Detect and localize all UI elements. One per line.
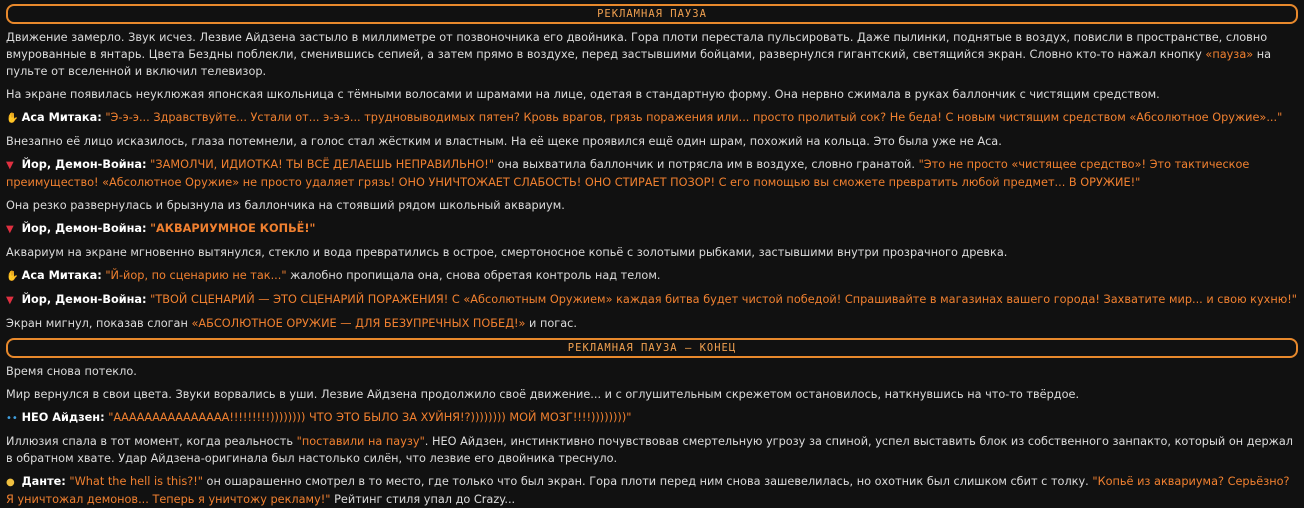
dialogue-line: [6, 409, 1298, 427]
ad-break-end-banner: РЕКЛАМНАЯ ПАУЗА — КОНЕЦ: [6, 338, 1298, 358]
dialogue-quote: "Копьё из аквариума? Серьёзно? Я уничтожал демонов... Теперь я уничтожу рекламу!": [6, 475, 1290, 506]
sunglasses-emoji-icon: ●: [6, 477, 15, 488]
eyes-emoji-icon: ••: [6, 413, 18, 424]
asa-emoji-icon: ✋: [6, 271, 19, 282]
speaker-name: Йор, Демон-Война:: [21, 293, 147, 306]
speaker-name: Аса Митака:: [21, 269, 102, 282]
dialogue-quote: "ААААААААААААААА!!!!!!!!!)))))))) ЧТО ЭТО БЫЛО ЗА ХУЙНЯ!?)))))))) МОЙ МОЗГ!!!!))))))))": [108, 411, 632, 424]
heel-emoji-icon: ▼: [6, 295, 14, 306]
dialogue-quote: "Это не просто «чистящее средство»! Это тактическое преимущество! «Абсолютное Оружие» не просто удаляет грязь! ОНО УНИЧТОЖАЕТ СЛАБОСТЬ! ОНО СТИРАЕТ ПОЗОР! С его помощью вы сможете превратить любой предмет... В ОРУЖИЕ!": [6, 158, 1250, 189]
dialogue-line: ▼ Йор, Демон-Война: "ЗАМОЛЧИ, ИДИОТКА! ТЫ ВСЁ ДЕЛАЕШЬ НЕПРАВИЛЬНО!" она выхватила баллончик и потрясла им в воздухе, словно гранатой. "Это не просто «чистящее средство»! Это тактическое преимущество! «Абсолютное Оружие» не просто удаляет грязь! ОНО УНИЧТОЖАЕТ СЛАБОСТЬ! ОНО СТИРАЕТ ПОЗОР! С его помощью вы сможете превратить любой предмет... В ОРУЖИЕ!": [6, 158, 1250, 189]
narration-paragraph: Она резко развернулась и брызнула из баллончика на стоявший рядом школьный аквариум.: [6, 199, 565, 212]
narration-paragraph: Время снова потекло.: [6, 365, 137, 378]
dialogue-line: ✋ Аса Митака: "Й-йор, по сценарию не так..." жалобно пропищала она, снова обретая контроль над телом.: [6, 267, 1298, 285]
speaker-name: Йор, Демон-Война:: [21, 158, 147, 171]
dialogue-quote: "ТВОЙ СЦЕНАРИЙ — ЭТО СЦЕНАРИЙ ПОРАЖЕНИЯ! С «Абсолютным Оружием» каждая битва будет чистой победой! Спрашивайте в магазинах вашего города! Захватите мир... и свою кухню!": [150, 293, 1297, 306]
inline-quote: «пауза»: [1205, 48, 1254, 61]
speaker-name: НЕО Айдзен:: [21, 411, 105, 424]
dialogue-quote: "АКВАРИУМНОЕ КОПЬЁ!": [150, 222, 316, 235]
heel-emoji-icon: ▼: [6, 160, 14, 171]
speaker-name: Йор, Демон-Война:: [21, 222, 147, 235]
dialogue-line: [6, 109, 1298, 127]
dialogue-quote: "What the hell is this?!": [69, 475, 203, 488]
dialogue-quote: "ЗАМОЛЧИ, ИДИОТКА! ТЫ ВСЁ ДЕЛАЕШЬ НЕПРАВИЛЬНО!": [150, 158, 495, 171]
ad-break-banner: РЕКЛАМНАЯ ПАУЗА: [6, 4, 1298, 24]
narration-paragraph: Аквариум на экране мгновенно вытянулся, стекло и вода превратились в острое, смертоносное копьё с золотыми рыбками, застывшими внутри прозрачного древка.: [6, 246, 1008, 259]
narration-paragraph: Экран мигнул, показав слоган «АБСОЛЮТНОЕ ОРУЖИЕ — ДЛЯ БЕЗУПРЕЧНЫХ ПОБЕД!» и погас.: [6, 317, 577, 330]
inline-quote: «АБСОЛЮТНОЕ ОРУЖИЕ — ДЛЯ БЕЗУПРЕЧНЫХ ПОБЕД!»: [191, 317, 526, 330]
inline-quote: "поставили на паузу": [296, 435, 425, 448]
dialogue-line: ● Данте: "What the hell is this?!" он ошарашенно смотрел в то место, где только что был экран. Гора плоти перед ним снова зашевелилась, но охотник был слишком сбит с толку. "Копьё из аквариума? Серьёзно? Я уничтожал демонов... Теперь я уничтожу рекламу!" Рейтинг стиля упал до Crazy...: [6, 475, 1290, 506]
heel-emoji-icon: ▼: [6, 224, 14, 235]
dialogue-quote: "Э-э-э... Здравствуйте... Устали от... э-э-э... трудновыводимых пятен? Кровь врагов, грязь поражения или... просто пролитый сок? Не беда! С новым чистящим средством «Абсолютное Оружие»...": [105, 111, 1283, 124]
dialogue-line: [6, 220, 1298, 238]
narration-paragraph: Движение замерло. Звук исчез. Лезвие Айдзена застыло в миллиметре от позвоночника его двойника. Гора плоти перестала пульсировать. Даже пылинки, поднятые в воздух, повисли в пространстве, словно вмурованные в янтарь. Цвета Бездны поблекли, сменившись сепией, а затем прямо в воздухе, перед застывшими бойцами, развернулся гигантский, светящийся экран. Словно кто-то нажал кнопку «пауза» на пульте от вселенной и включил телевизор.: [6, 31, 1272, 78]
asa-emoji-icon: ✋: [6, 113, 19, 124]
dialogue-quote: "Й-йор, по сценарию не так...": [105, 269, 287, 282]
narration-paragraph: Внезапно её лицо исказилось, глаза потемнели, а голос стал жёстким и властным. На её щеке проявился ещё один шрам, похожий на кольца. Это была уже не Аса.: [6, 135, 1002, 148]
speaker-name: Данте:: [21, 475, 66, 488]
narration-paragraph: На экране появилась неуклюжая японская школьница с тёмными волосами и шрамами на лице, одетая в стандартную форму. Она нервно сжимала в руках баллончик с чистящим средством.: [6, 88, 1160, 101]
narration-paragraph: Мир вернулся в свои цвета. Звуки ворвались в уши. Лезвие Айдзена продолжило своё движение... и с оглушительным скрежетом остановилось, наткнувшись на что-то твёрдое.: [6, 388, 1080, 401]
dialogue-line: [6, 291, 1298, 309]
narration-paragraph: Иллюзия спала в тот момент, когда реальность "поставили на паузу". НЕО Айдзен, инстинктивно почувствовав смертельную угрозу за спиной, успел выставить блок из собственного занпакто, который он держал в обратном хвате. Удар Айдзена-оригинала был настолько силён, что лезвие его двойника треснуло.: [6, 435, 1293, 465]
speaker-name: Аса Митака:: [21, 111, 102, 124]
